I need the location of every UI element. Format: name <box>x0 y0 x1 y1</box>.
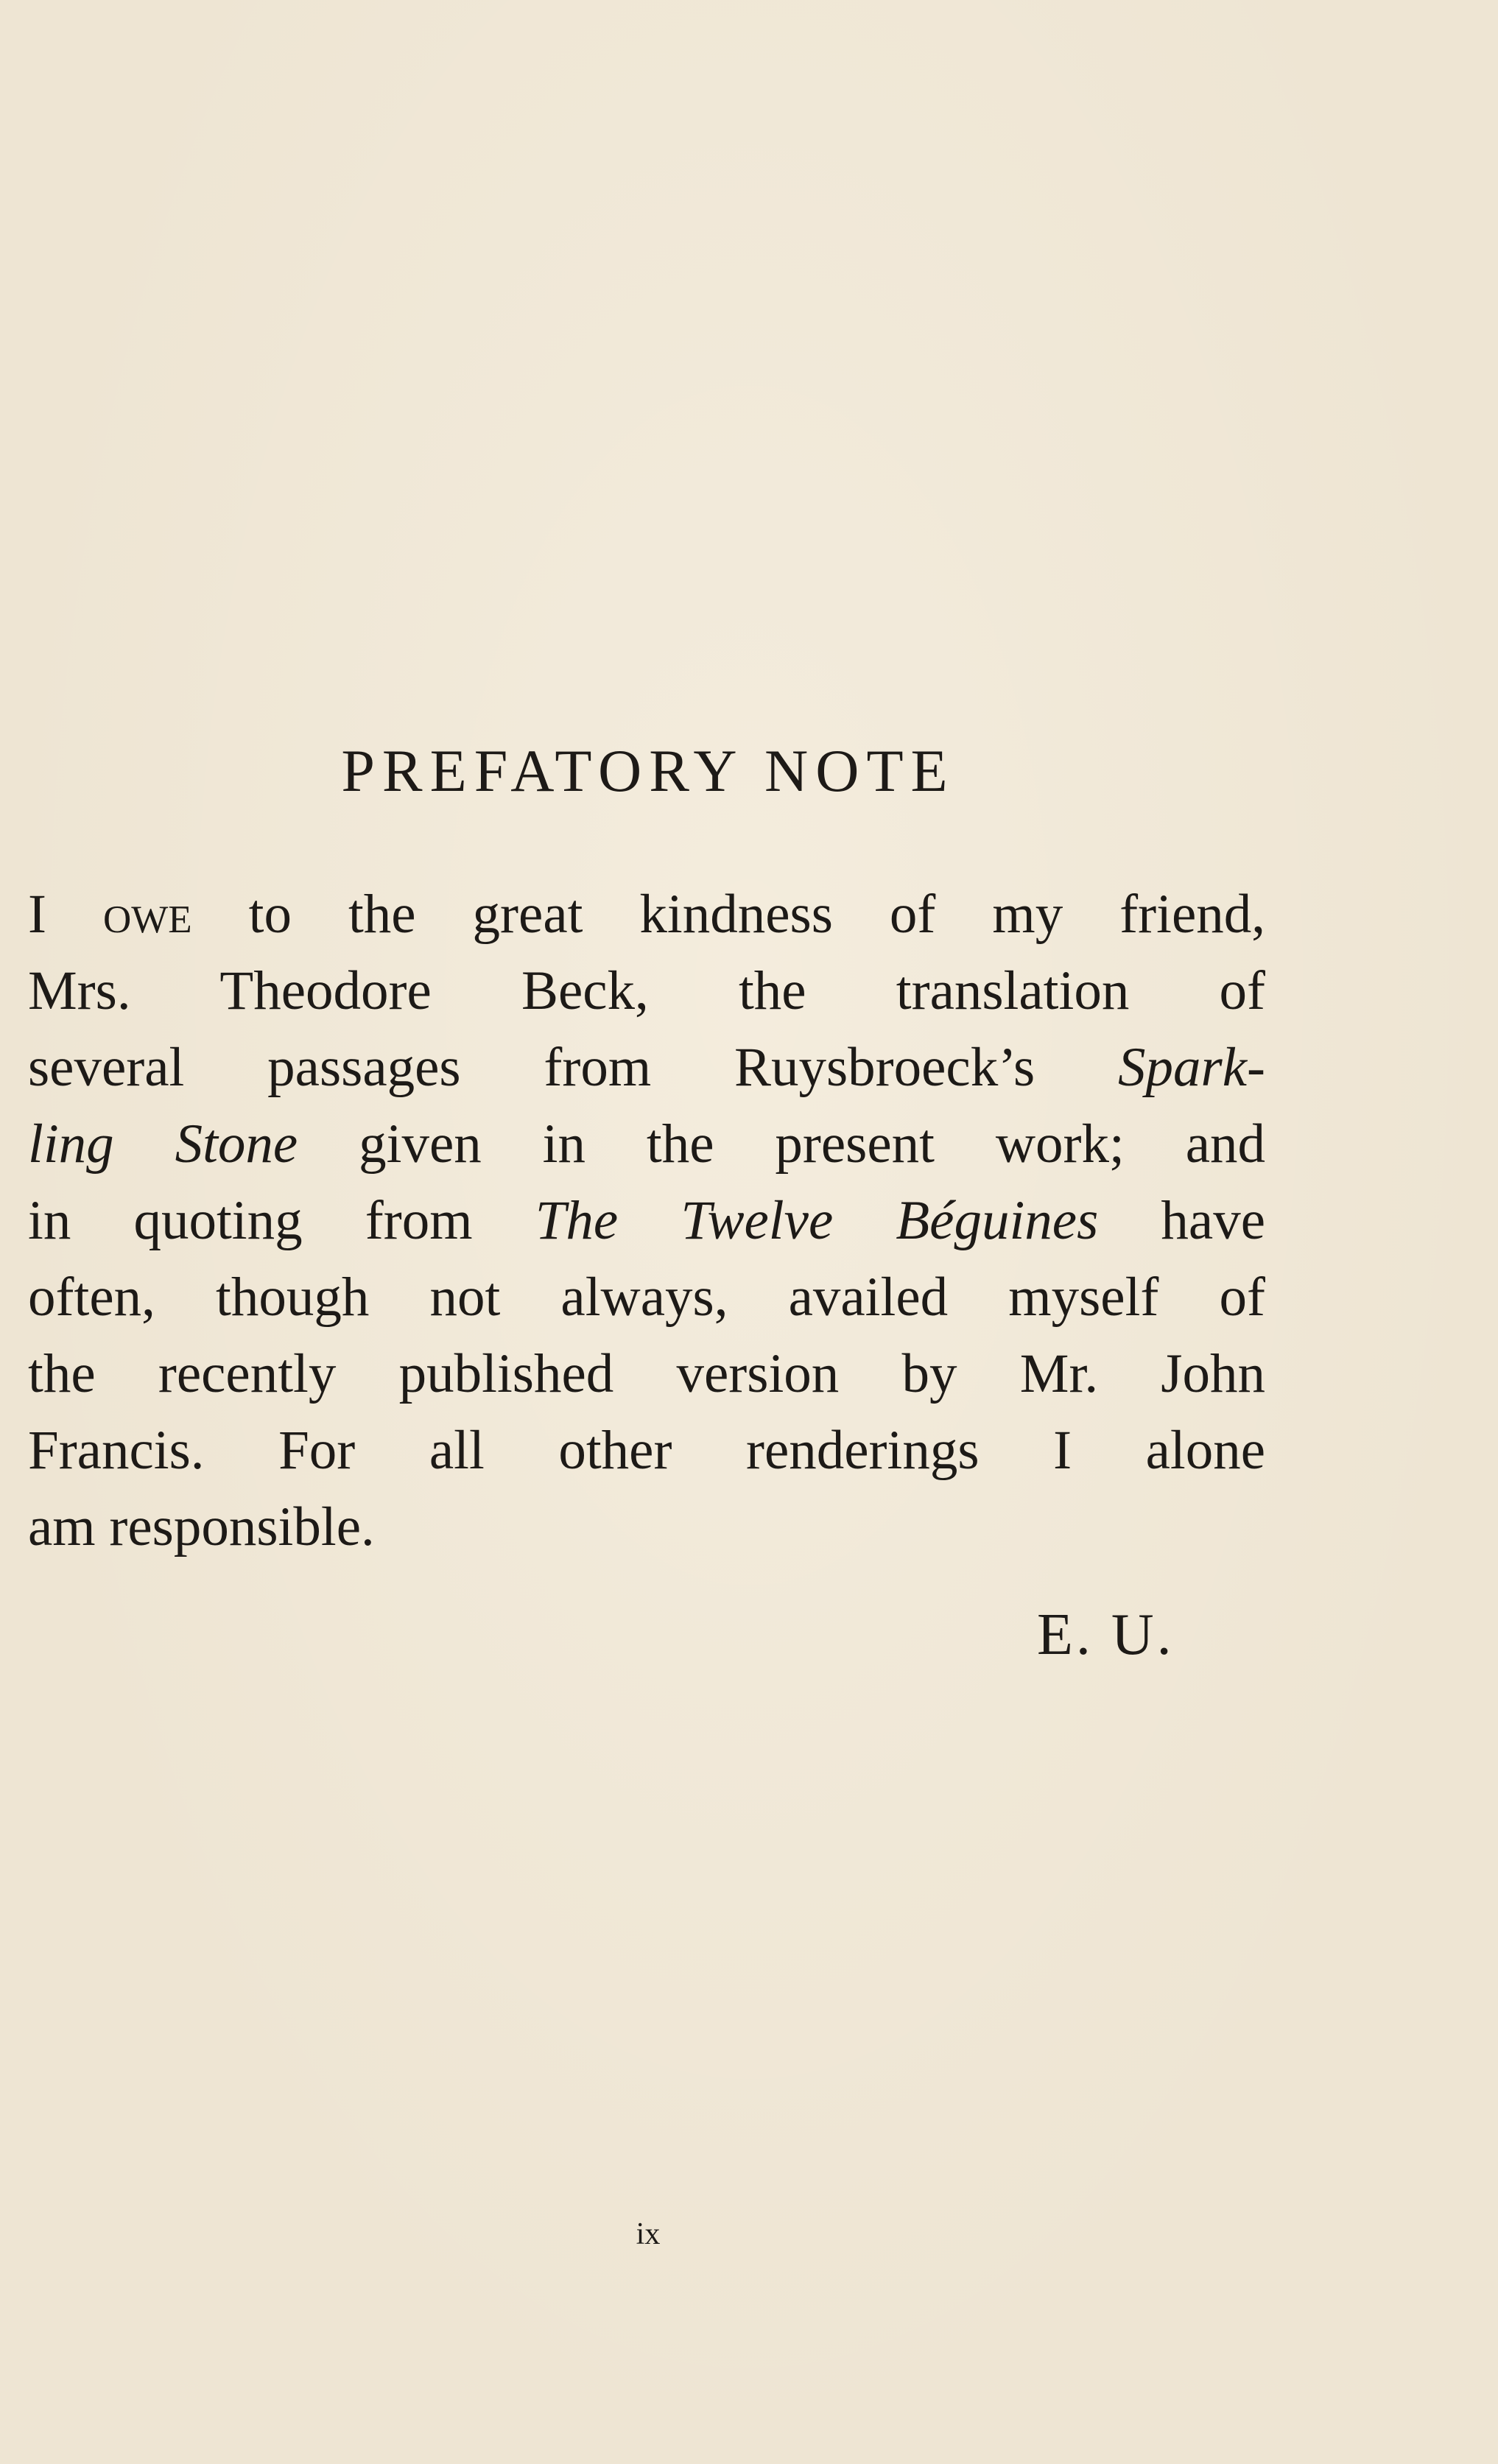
italic-title: The Twelve Béguines <box>535 1190 1099 1251</box>
italic-title: ling Stone <box>28 1113 298 1175</box>
text-segment: in quoting from <box>28 1190 473 1251</box>
text-line-5 <box>28 1183 1265 1259</box>
text-segment: several passages from Ruysbroeck’s <box>28 1037 1035 1098</box>
page-title: PREFATORY NOTE <box>341 737 955 804</box>
text-line-4 <box>28 1106 1265 1183</box>
text-line-3 <box>28 1029 1265 1106</box>
text-line-9: am responsible. <box>28 1496 375 1557</box>
text-line-6: often, though not always, availed myself of <box>28 1267 1265 1328</box>
page-number: ix <box>636 2217 661 2251</box>
small-caps-word: owe <box>102 884 192 945</box>
text-segment: have <box>1161 1190 1265 1251</box>
text-segment: given in the present work; and <box>359 1113 1266 1175</box>
text-line-1 <box>28 876 1265 953</box>
prefatory-paragraph <box>28 876 1265 1566</box>
signature-initials: E. U. <box>1037 1602 1175 1667</box>
text-segment: to the great kindness of my friend, <box>248 884 1266 945</box>
italic-title: Spark- <box>1118 1037 1265 1098</box>
text-line-2: Mrs. Theodore Beck, the translation of <box>28 960 1265 1021</box>
text-line-8: Francis. For all other renderings I alone <box>28 1420 1265 1481</box>
drop-word: I <box>28 884 46 945</box>
text-line-7: the recently published version by Mr. John <box>28 1343 1265 1404</box>
